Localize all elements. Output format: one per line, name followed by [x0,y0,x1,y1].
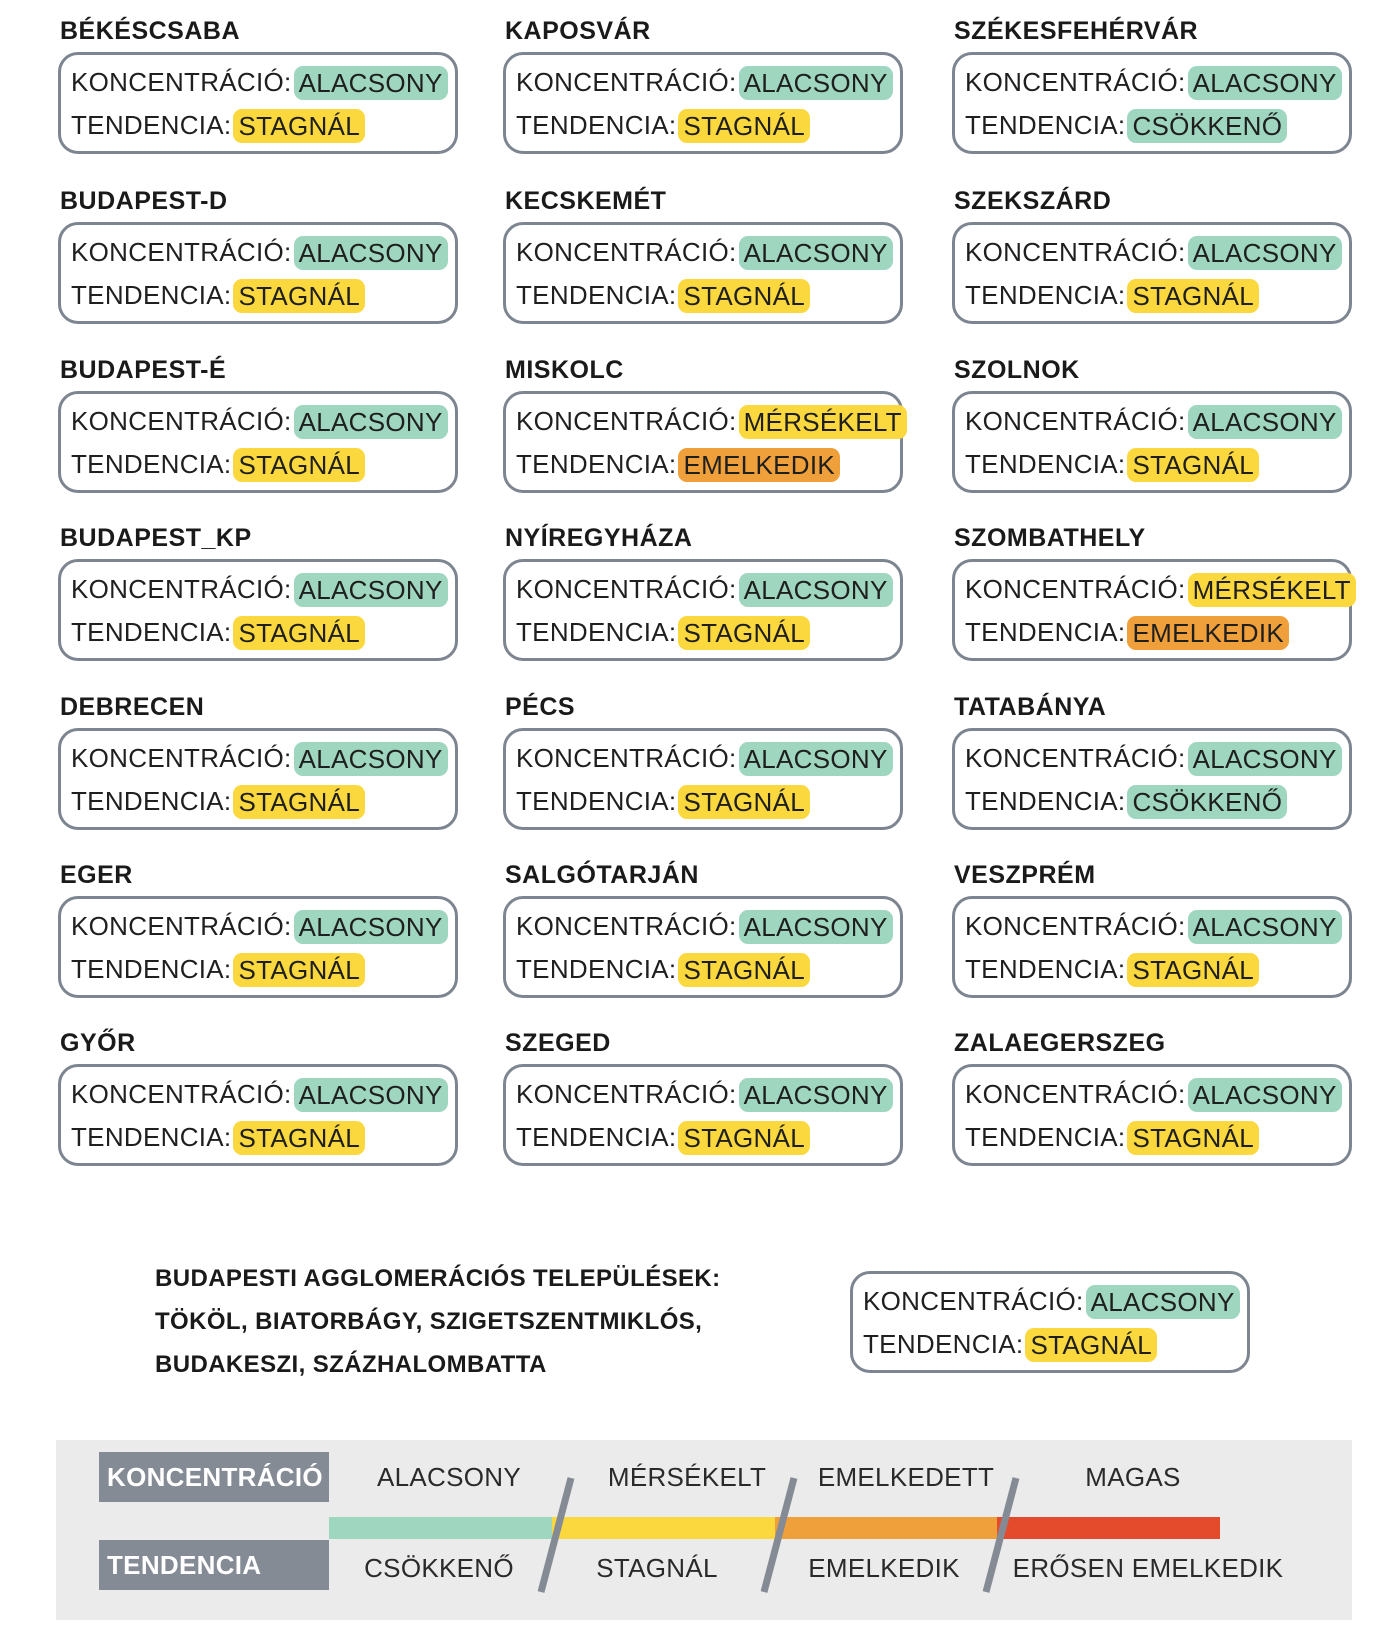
city-card [58,692,458,830]
concentration-badge: MÉRSÉKELT [739,405,907,439]
city-card [952,355,1352,493]
concentration-row [516,737,900,780]
trend-label: TENDENCIA: [516,110,677,140]
agglomeration-line-1: BUDAPESTI AGGLOMERÁCIÓS TELEPÜLÉSEK: [155,1265,721,1292]
trend-row [516,443,900,486]
city-name: SZEGED [505,1029,611,1057]
city-name: SZOMBATHELY [954,524,1146,552]
concentration-label: KONCENTRÁCIÓ: [965,574,1186,604]
trend-label: TENDENCIA: [71,449,232,479]
trend-badge: STAGNÁL [233,109,365,143]
status-box [952,222,1352,324]
concentration-row [71,231,455,274]
trend-badge: STAGNÁL [1025,1328,1157,1362]
trend-label: TENDENCIA: [516,280,677,310]
trend-badge: STAGNÁL [678,616,810,650]
concentration-label: KONCENTRÁCIÓ: [71,574,292,604]
legend-divider [541,1478,571,1592]
trend-badge: STAGNÁL [233,448,365,482]
city-name: SZOLNOK [954,356,1080,384]
status-box [58,391,458,493]
concentration-label: KONCENTRÁCIÓ: [516,237,737,267]
city-card [952,523,1352,661]
concentration-row [71,1073,455,1116]
concentration-badge: ALACSONY [739,66,893,100]
city-card [503,523,903,661]
trend-badge: STAGNÁL [233,616,365,650]
city-name: PÉCS [505,693,576,721]
city-name: BUDAPEST-D [60,187,228,215]
legend-trend-stagnant: STAGNÁL [596,1553,718,1583]
city-card [952,860,1352,998]
status-box [58,896,458,998]
concentration-label: KONCENTRÁCIÓ: [516,743,737,773]
trend-row [863,1323,1247,1366]
trend-row [965,443,1349,486]
concentration-badge: ALACSONY [294,742,448,776]
trend-row [516,104,900,147]
legend-concentration-elevated: EMELKEDETT [817,1462,995,1492]
status-box [58,52,458,154]
concentration-label: KONCENTRÁCIÓ: [863,1286,1084,1316]
concentration-label: KONCENTRÁCIÓ: [516,574,737,604]
legend [56,1440,1352,1620]
status-box [952,728,1352,830]
concentration-label: KONCENTRÁCIÓ: [965,911,1186,941]
status-box [952,391,1352,493]
trend-row [71,274,455,317]
agglomeration-line-3: BUDAKESZI, SZÁZHALOMBATTA [155,1351,547,1378]
city-card [503,692,903,830]
concentration-row [965,61,1349,104]
concentration-label: KONCENTRÁCIÓ: [516,1079,737,1109]
concentration-row [965,400,1349,443]
concentration-label: KONCENTRÁCIÓ: [965,237,1186,267]
concentration-badge: ALACSONY [739,236,893,270]
city-card [503,16,903,154]
status-box [58,1064,458,1166]
trend-row [71,104,455,147]
trend-label: TENDENCIA: [965,110,1126,140]
concentration-label: KONCENTRÁCIÓ: [71,743,292,773]
trend-label: TENDENCIA: [965,280,1126,310]
trend-badge: EMELKEDIK [1127,616,1289,650]
trend-row [516,948,900,991]
trend-badge: CSÖKKENŐ [1127,109,1287,143]
city-name: DEBRECEN [60,693,205,721]
concentration-row [965,905,1349,948]
trend-label: TENDENCIA: [516,449,677,479]
city-name: BÉKÉSCSABA [60,17,241,45]
concentration-row [516,905,900,948]
city-card [58,523,458,661]
trend-row [71,948,455,991]
city-card [952,692,1352,830]
trend-row [965,948,1349,991]
concentration-badge: ALACSONY [294,910,448,944]
status-box [503,391,903,493]
trend-row [516,274,900,317]
concentration-badge: ALACSONY [739,1078,893,1112]
city-card [503,186,903,324]
legend-concentration-header: KONCENTRÁCIÓ [99,1452,329,1502]
concentration-label: KONCENTRÁCIÓ: [71,237,292,267]
legend-divider [986,1478,1016,1592]
city-card [58,186,458,324]
concentration-label: KONCENTRÁCIÓ: [965,1079,1186,1109]
legend-concentration-high: MAGAS [1085,1462,1181,1492]
city-card [58,1028,458,1166]
trend-label: TENDENCIA: [71,110,232,140]
concentration-row [71,61,455,104]
status-box [58,728,458,830]
concentration-label: KONCENTRÁCIÓ: [516,406,737,436]
trend-label: TENDENCIA: [71,617,232,647]
trend-label: TENDENCIA: [516,617,677,647]
trend-badge: STAGNÁL [678,785,810,819]
city-card [58,355,458,493]
concentration-label: KONCENTRÁCIÓ: [71,1079,292,1109]
trend-label: TENDENCIA: [516,786,677,816]
status-box [503,1064,903,1166]
city-name: BUDAPEST_KP [60,524,252,552]
concentration-badge: ALACSONY [294,573,448,607]
trend-row [516,611,900,654]
trend-row [965,780,1349,823]
concentration-badge: ALACSONY [294,1078,448,1112]
legend-trend-strongly-increasing: ERŐSEN EMELKEDIK [1012,1553,1284,1583]
city-card [952,1028,1352,1166]
concentration-row [516,568,900,611]
trend-badge: STAGNÁL [1127,448,1259,482]
trend-badge: STAGNÁL [233,1121,365,1155]
concentration-row [965,1073,1349,1116]
trend-label: TENDENCIA: [863,1329,1024,1359]
concentration-row [516,231,900,274]
city-name: TATABÁNYA [954,693,1107,721]
status-box [952,896,1352,998]
trend-badge: STAGNÁL [1127,279,1259,313]
city-card [503,355,903,493]
trend-badge: STAGNÁL [678,109,810,143]
city-name: KAPOSVÁR [505,17,651,45]
trend-badge: STAGNÁL [678,1121,810,1155]
concentration-label: KONCENTRÁCIÓ: [71,911,292,941]
concentration-badge: ALACSONY [739,573,893,607]
status-box [503,559,903,661]
status-box [503,896,903,998]
trend-row [71,443,455,486]
concentration-badge: ALACSONY [1188,66,1342,100]
legend-trend-header: TENDENCIA [99,1540,329,1590]
city-name: EGER [60,861,133,889]
concentration-row [71,400,455,443]
concentration-badge: ALACSONY [294,66,448,100]
city-name: ZALAEGERSZEG [954,1029,1166,1057]
trend-badge: STAGNÁL [233,953,365,987]
city-card [58,16,458,154]
city-name: SZÉKESFEHÉRVÁR [954,17,1199,45]
trend-badge: STAGNÁL [233,785,365,819]
concentration-row [965,231,1349,274]
concentration-row [71,568,455,611]
trend-label: TENDENCIA: [71,280,232,310]
trend-badge: STAGNÁL [1127,1121,1259,1155]
trend-label: TENDENCIA: [71,786,232,816]
trend-row [965,104,1349,147]
concentration-row [516,1073,900,1116]
concentration-label: KONCENTRÁCIÓ: [71,406,292,436]
legend-trend-increasing: EMELKEDIK [808,1553,960,1583]
concentration-badge: ALACSONY [1086,1285,1240,1319]
trend-row [516,780,900,823]
concentration-label: KONCENTRÁCIÓ: [71,67,292,97]
concentration-badge: ALACSONY [739,910,893,944]
agglomeration-line-2: TÖKÖL, BIATORBÁGY, SZIGETSZENTMIKLÓS, [155,1308,703,1335]
legend-divider [764,1478,794,1592]
trend-badge: CSÖKKENŐ [1127,785,1287,819]
city-card [952,16,1352,154]
concentration-row [863,1280,1247,1323]
concentration-label: KONCENTRÁCIÓ: [965,743,1186,773]
trend-label: TENDENCIA: [965,617,1126,647]
concentration-row [965,737,1349,780]
concentration-label: KONCENTRÁCIÓ: [965,67,1186,97]
concentration-row [71,905,455,948]
trend-row [71,1116,455,1159]
concentration-label: KONCENTRÁCIÓ: [965,406,1186,436]
concentration-label: KONCENTRÁCIÓ: [516,67,737,97]
agglomeration-title [155,1257,721,1386]
city-name: SZEKSZÁRD [954,187,1112,215]
city-card [58,860,458,998]
status-box [952,559,1352,661]
concentration-badge: ALACSONY [1188,910,1342,944]
concentration-badge: ALACSONY [1188,742,1342,776]
legend-concentration-moderate: MÉRSÉKELT [607,1462,767,1492]
concentration-label: KONCENTRÁCIÓ: [516,911,737,941]
city-name: GYŐR [60,1029,136,1057]
concentration-row [71,737,455,780]
status-box [952,52,1352,154]
trend-row [965,611,1349,654]
trend-row [965,274,1349,317]
trend-label: TENDENCIA: [516,1122,677,1152]
concentration-badge: ALACSONY [294,405,448,439]
status-box [503,52,903,154]
city-name: BUDAPEST-É [60,356,227,384]
trend-label: TENDENCIA: [965,1122,1126,1152]
concentration-row [516,61,900,104]
trend-badge: STAGNÁL [233,279,365,313]
status-box [58,222,458,324]
trend-row [516,1116,900,1159]
trend-badge: EMELKEDIK [678,448,840,482]
trend-badge: STAGNÁL [678,953,810,987]
trend-row [71,780,455,823]
concentration-row [516,400,900,443]
concentration-badge: ALACSONY [739,742,893,776]
trend-label: TENDENCIA: [516,954,677,984]
trend-row [965,1116,1349,1159]
trend-label: TENDENCIA: [965,786,1126,816]
trend-label: TENDENCIA: [71,1122,232,1152]
concentration-badge: ALACSONY [1188,1078,1342,1112]
city-card [503,860,903,998]
concentration-badge: ALACSONY [1188,405,1342,439]
concentration-row [965,568,1349,611]
status-box [503,728,903,830]
status-box [58,559,458,661]
city-name: SALGÓTARJÁN [505,861,699,889]
status-box [503,222,903,324]
concentration-badge: ALACSONY [294,236,448,270]
concentration-badge: ALACSONY [1188,236,1342,270]
city-name: VESZPRÉM [954,861,1096,889]
city-card [503,1028,903,1166]
concentration-badge: MÉRSÉKELT [1188,573,1356,607]
trend-label: TENDENCIA: [965,449,1126,479]
trend-badge: STAGNÁL [678,279,810,313]
legend-trend-decreasing: CSÖKKENŐ [364,1553,514,1583]
status-box [952,1064,1352,1166]
trend-label: TENDENCIA: [71,954,232,984]
agglomeration-card [850,1271,1250,1373]
trend-badge: STAGNÁL [1127,953,1259,987]
trend-row [71,611,455,654]
city-name: NYÍREGYHÁZA [505,524,693,552]
city-card [952,186,1352,324]
city-name: MISKOLC [505,356,624,384]
trend-label: TENDENCIA: [965,954,1126,984]
legend-concentration-low: ALACSONY [376,1462,522,1492]
city-name: KECSKEMÉT [505,187,667,215]
